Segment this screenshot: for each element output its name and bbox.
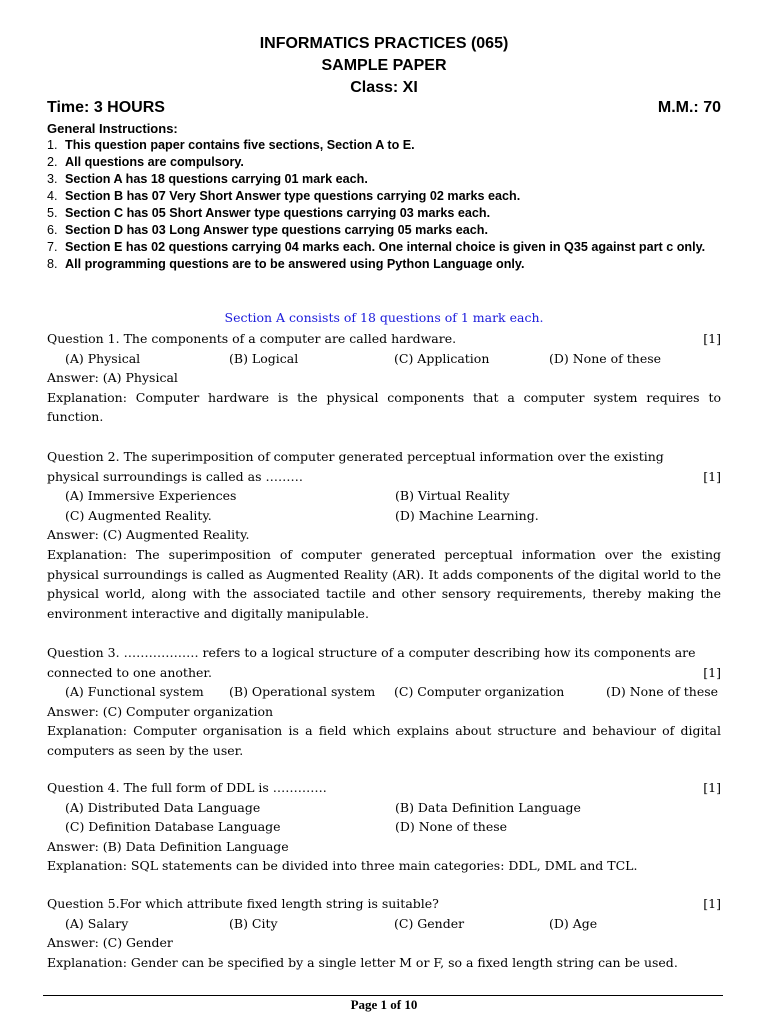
option-b: (B) City	[229, 915, 278, 931]
explanation: Explanation: The superimposition of computer generated perceptual information over the existing physical surroundings is called as Augmented Reality (AR). It adds components of the digital world to the physical world, along with the associated tactile and other sensory requirements, thereby making the environment interactive and digitally manipulable.	[47, 546, 721, 621]
option-c: (C) Gender	[394, 915, 465, 931]
option-a: (A) Salary	[65, 915, 129, 931]
answer: Answer: (C) Augmented Reality.	[47, 527, 250, 543]
option-c: (C) Application	[394, 350, 490, 366]
option-a: (A) Distributed Data Language	[65, 799, 261, 815]
options-row	[47, 682, 721, 702]
instruction-item: 6. Section D has 03 Long Answer type questions carrying 05 marks each.	[47, 223, 488, 237]
answer: Answer: (B) Data Definition Language	[47, 838, 289, 854]
question-5	[47, 894, 721, 972]
option-a: (A) Physical	[65, 350, 141, 366]
answer: Answer: (A) Physical	[47, 370, 178, 386]
question-3	[47, 643, 721, 761]
explanation: Explanation: SQL statements can be divided into three main categories: DDL, DML and TCL.	[47, 858, 638, 874]
option-a: (A) Immersive Experiences	[65, 488, 237, 504]
question-marks: [1]	[703, 896, 721, 911]
instruction-item: 7. Section E has 02 questions carrying 04 marks each. One internal choice is given in Q35 against part c only.	[47, 240, 706, 254]
instruction-item: 4. Section B has 07 Very Short Answer type questions carrying 02 marks each.	[47, 189, 521, 203]
time-marks-row	[47, 99, 721, 117]
options-row	[47, 798, 721, 818]
option-a: (A) Functional system	[65, 684, 204, 700]
instruction-item: 1. This question paper contains five sections, Section A to E.	[47, 138, 415, 152]
option-d: (D) Age	[549, 915, 598, 931]
footer-divider	[43, 995, 723, 996]
question-marks: [1]	[703, 468, 721, 484]
option-c: (C) Definition Database Language	[65, 819, 281, 835]
option-d: (D) None of these	[606, 684, 719, 700]
explanation: Explanation: Computer organisation is a field which explains about structure and behaviour of digital computers as seen by the user.	[47, 723, 721, 758]
question-marks: [1]	[703, 664, 721, 680]
explanation: Explanation: Gender can be specified by a single letter M or F, so a fixed length string can be used.	[47, 954, 678, 970]
question-marks: [1]	[703, 331, 721, 346]
question-2	[47, 447, 721, 623]
paper-title: INFORMATICS PRACTICES (065)	[259, 35, 509, 52]
section-a-heading: Section A consists of 18 questions of 1 mark each.	[224, 310, 544, 325]
instruction-item: 3. Section A has 18 questions carrying 01 mark each.	[47, 172, 368, 186]
max-marks-label: M.M.: 70	[657, 99, 721, 116]
question-text-line: physical surroundings is called as ………	[47, 468, 303, 484]
answer: Answer: (C) Computer organization	[47, 703, 274, 719]
question-text: Question 5.For which attribute fixed length string is suitable?	[47, 896, 439, 911]
instruction-item: 2. All questions are compulsory.	[47, 155, 244, 169]
option-b: (B) Virtual Reality	[395, 488, 510, 504]
instruction-item: 8. All programming questions are to be answered using Python Language only.	[47, 257, 525, 271]
option-b: (B) Logical	[229, 350, 299, 366]
option-c: (C) Augmented Reality.	[65, 507, 212, 523]
question-text-line: Question 3. ……………… refers to a logical structure of a computer describing how its components are	[47, 645, 696, 660]
options-row	[47, 817, 721, 837]
question-1	[47, 329, 721, 427]
time-label: Time: 3 HOURS	[47, 99, 165, 116]
option-b: (B) Operational system	[229, 684, 376, 700]
question-marks: [1]	[703, 780, 721, 795]
options-row	[47, 506, 721, 526]
explanation: Explanation: Computer hardware is the physical components that a computer system requires to function.	[47, 389, 721, 425]
question-4	[47, 778, 721, 876]
question-text-line: connected to one another.	[47, 664, 212, 680]
paper-subtitle: SAMPLE PAPER	[321, 57, 447, 74]
option-d: (D) Machine Learning.	[395, 507, 539, 523]
answer: Answer: (C) Gender	[47, 935, 173, 951]
question-text: Question 1. The components of a computer are called hardware.	[47, 331, 457, 346]
option-d: (D) None of these	[395, 819, 508, 835]
page-number: Page 1 of 10	[350, 997, 418, 1012]
option-b: (B) Data Definition Language	[395, 799, 581, 815]
options-row	[47, 486, 721, 506]
option-c: (C) Computer organization	[394, 684, 565, 700]
options-row	[47, 349, 721, 369]
instructions-list	[47, 137, 727, 273]
option-d: (D) None of these	[549, 350, 662, 366]
question-text-line: Question 2. The superimposition of computer generated perceptual information over the existing	[47, 449, 664, 464]
instruction-item: 5. Section C has 05 Short Answer type questions carrying 03 marks each.	[47, 206, 491, 220]
instructions-heading: General Instructions:	[47, 121, 178, 136]
options-row	[47, 914, 721, 934]
question-text: Question 4. The full form of DDL is ………….	[47, 780, 327, 795]
class-label: Class: XI	[350, 79, 418, 96]
